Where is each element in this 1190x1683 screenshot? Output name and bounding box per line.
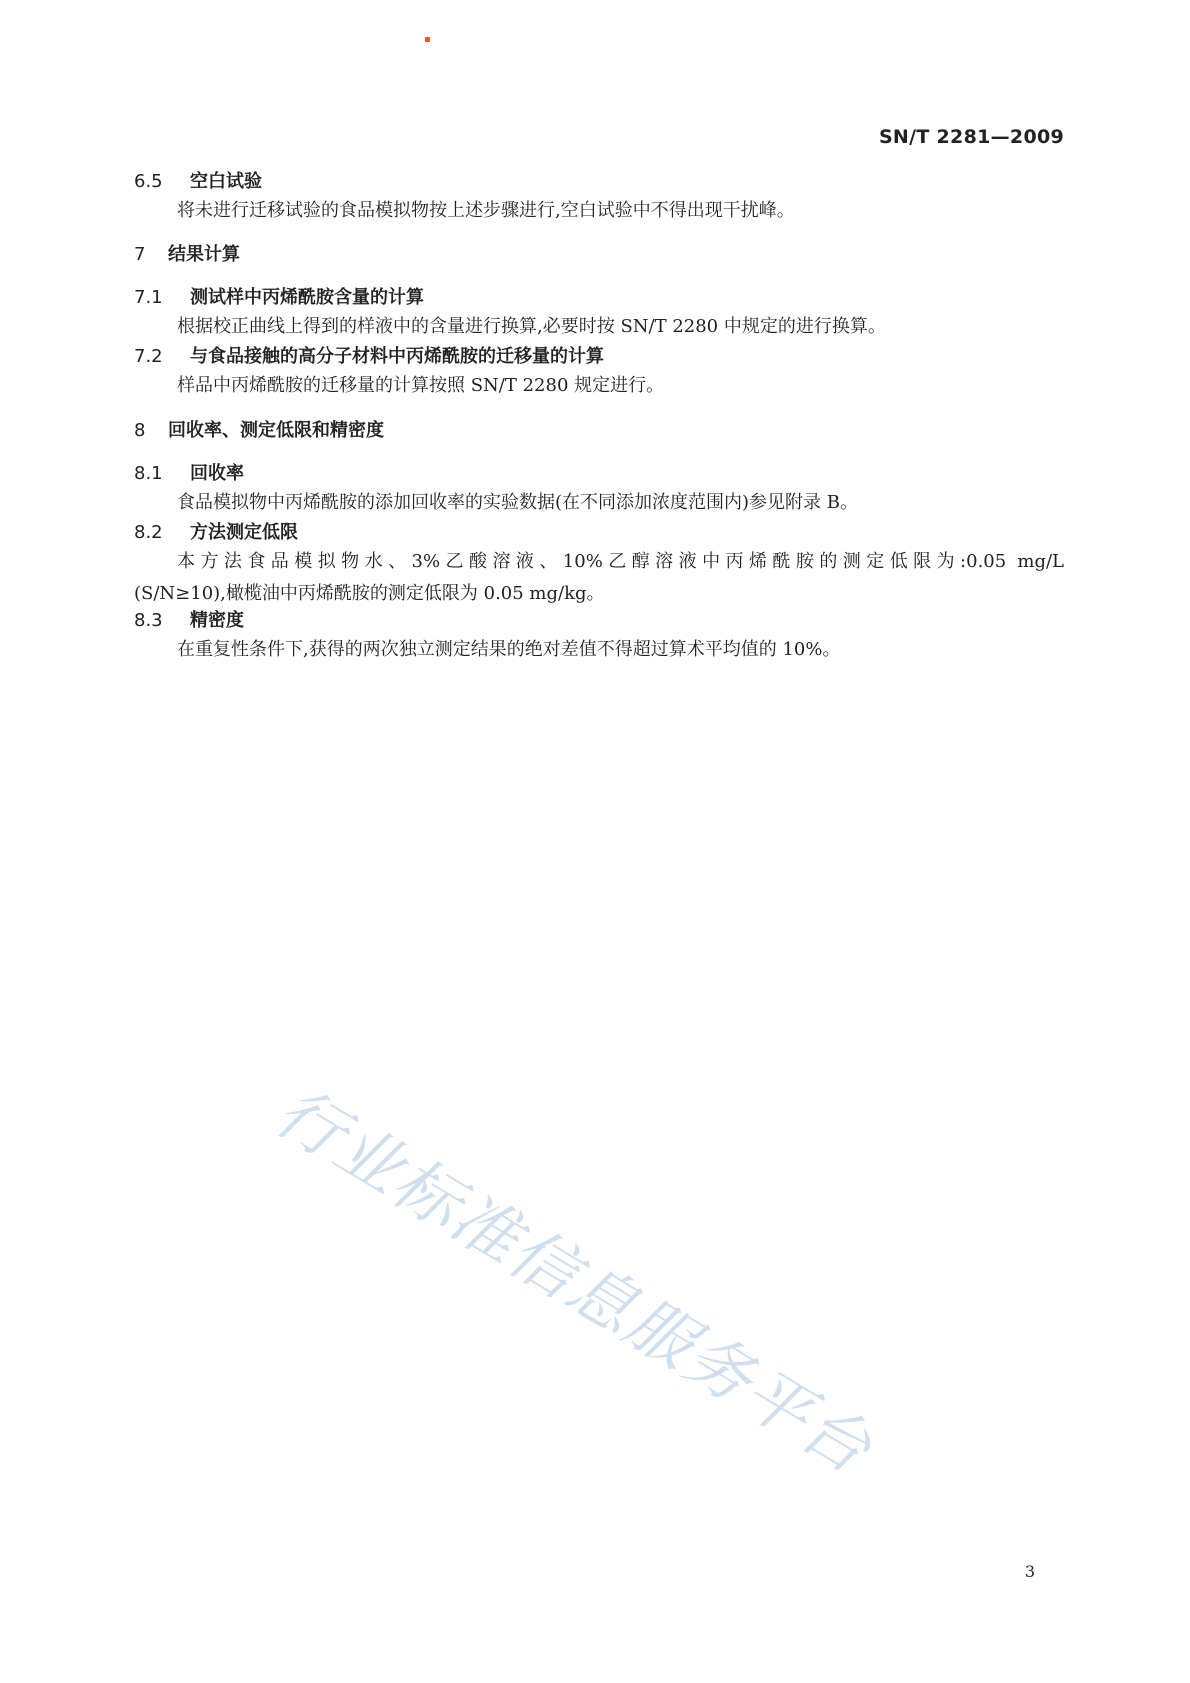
paragraph-line-2: (S/N≥10),橄榄油中丙烯酰胺的测定低限为 0.05 mg/kg。 bbox=[134, 583, 605, 604]
paragraph: 在重复性条件下,获得的两次独立测定结果的绝对差值不得超过算术平均值的 10%。 bbox=[177, 639, 841, 660]
section-7-1 bbox=[134, 285, 1064, 343]
section-number: 7 bbox=[134, 244, 146, 265]
section-8-1 bbox=[134, 461, 1064, 519]
section-heading bbox=[134, 461, 1064, 487]
section-number: 7.1 bbox=[134, 287, 163, 308]
section-heading bbox=[134, 169, 1064, 195]
standard-number: SN/T 2281—2009 bbox=[878, 126, 1064, 148]
section-number: 6.5 bbox=[134, 171, 163, 192]
section-number: 7.2 bbox=[134, 346, 163, 367]
page-number: 3 bbox=[1024, 1562, 1035, 1581]
section-title: 与食品接触的高分子材料中丙烯酰胺的迁移量的计算 bbox=[190, 346, 604, 367]
paragraph: 食品模拟物中丙烯酰胺的添加回收率的实验数据(在不同添加浓度范围内)参见附录 B。 bbox=[177, 492, 858, 513]
section-number: 8.3 bbox=[134, 610, 163, 631]
section-title: 精密度 bbox=[190, 610, 244, 631]
section-title: 回收率、测定低限和精密度 bbox=[168, 420, 384, 441]
section-title: 测试样中丙烯酰胺含量的计算 bbox=[190, 287, 424, 308]
section-heading bbox=[134, 242, 1064, 268]
paragraph: 将未进行迁移试验的食品模拟物按上述步骤进行,空白试验中不得出现干扰峰。 bbox=[177, 200, 795, 221]
section-8-2 bbox=[134, 520, 1064, 610]
section-title: 结果计算 bbox=[168, 244, 240, 265]
section-number: 8.1 bbox=[134, 463, 163, 484]
paragraph-line-1: 本方法食品模拟物水、3%乙酸溶液、10%乙醇溶液中丙烯酰胺的测定低限为:0.05 mg/L bbox=[177, 551, 1064, 572]
section-heading bbox=[134, 285, 1064, 311]
section-7-2 bbox=[134, 344, 1064, 402]
section-number: 8.2 bbox=[134, 522, 163, 543]
section-heading bbox=[134, 608, 1064, 634]
section-heading bbox=[134, 344, 1064, 370]
section-number: 8 bbox=[134, 420, 146, 441]
watermark: 行业标准信息服务平台 bbox=[262, 1072, 886, 1490]
section-title: 空白试验 bbox=[190, 171, 262, 192]
paragraph: 样品中丙烯酰胺的迁移量的计算按照 SN/T 2280 规定进行。 bbox=[177, 375, 665, 396]
section-7 bbox=[134, 242, 1064, 268]
paragraph: 根据校正曲线上得到的样液中的含量进行换算,必要时按 SN/T 2280 中规定的进行换算。 bbox=[177, 316, 886, 337]
section-heading bbox=[134, 418, 1064, 444]
section-8 bbox=[134, 418, 1064, 444]
section-heading bbox=[134, 520, 1064, 546]
section-title: 回收率 bbox=[190, 463, 244, 484]
section-8-3 bbox=[134, 608, 1064, 666]
section-6-5 bbox=[134, 169, 1064, 227]
section-title: 方法测定低限 bbox=[190, 522, 298, 543]
top-color-mark bbox=[425, 37, 430, 42]
